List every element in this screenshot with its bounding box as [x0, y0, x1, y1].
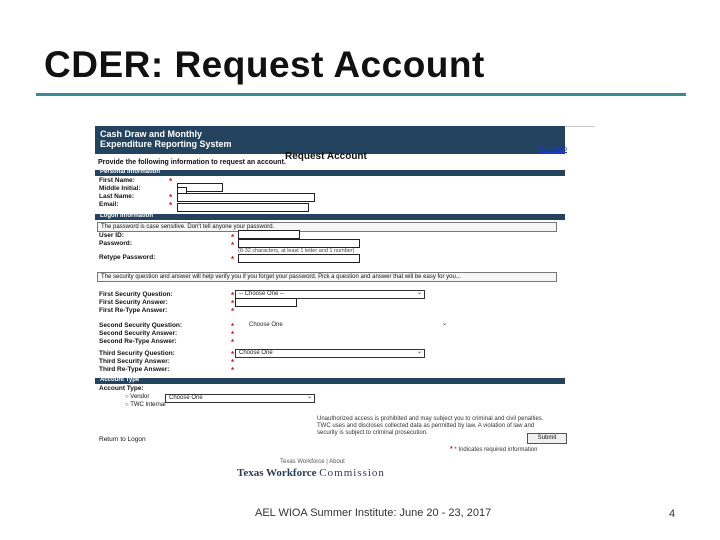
app-title-line1: Cash Draw and Monthly: [100, 129, 203, 139]
last-name-label: Last Name:: [99, 193, 135, 200]
submit-button[interactable]: Submit: [527, 433, 567, 444]
case-sensitive-note: The password is case sensitive. Don't tell anyone your password.: [97, 222, 557, 232]
radio-twc-internal[interactable]: ○ TWC Internal: [125, 402, 166, 408]
first-answer-label: First Security Answer:: [99, 299, 168, 306]
second-answer-label: Second Security Answer:: [99, 330, 178, 337]
third-question-value: Choose One: [239, 350, 273, 356]
email-input[interactable]: [177, 203, 309, 212]
password-hint: (8-32 characters, at least 1 letter and 1 number): [238, 248, 355, 254]
twc-logo: [237, 467, 385, 479]
chevron-down-icon: ⌄: [416, 349, 422, 355]
security-note: The security question and answer will help verify you if you forget your password. Pick a question and answer that will be easy for you...: [97, 272, 557, 282]
third-answer-label: Third Security Answer:: [99, 358, 170, 365]
slide-title: CDER: Request Account: [44, 44, 485, 85]
second-question-label: Second Security Question:: [99, 322, 183, 329]
footer-links: Texas Workforce | About: [280, 459, 345, 465]
retype-password-label: Retype Password:: [99, 254, 156, 261]
first-retype-label: First Re-Type Answer:: [99, 307, 168, 314]
required-marker: *: [231, 241, 235, 250]
page-number: 4: [669, 508, 676, 520]
email-label: Email:: [99, 201, 119, 208]
page-heading: Request Account: [285, 151, 367, 162]
last-name-input[interactable]: [177, 193, 315, 202]
logo-texas-text: Texas Workforce: [237, 467, 317, 479]
required-marker: *: [231, 307, 235, 316]
chevron-down-icon: ⌄: [416, 290, 422, 296]
required-marker: *: [169, 177, 173, 186]
slide-footer: AEL WIOA Summer Institute: June 20 - 23, 2017: [255, 507, 492, 519]
personal-section-label: Personal Information: [100, 169, 161, 175]
app-title-line2: Expenditure Reporting System: [100, 139, 232, 149]
radio-vendor-label: Vendor: [130, 394, 150, 400]
logon-section-bar: [95, 214, 565, 220]
middle-initial-label: Middle Initial:: [99, 185, 141, 192]
required-marker: *: [231, 299, 235, 308]
retype-password-input[interactable]: [238, 254, 360, 263]
second-question-value: Choose One: [249, 322, 283, 328]
first-answer-input[interactable]: [235, 298, 297, 307]
required-legend-text: * Indicates required information: [454, 447, 538, 453]
instructions: Provide the following information to request an account.: [98, 159, 286, 166]
third-retype-label: Third Re-Type Answer:: [99, 366, 170, 373]
radio-vendor[interactable]: ○ Vendor: [125, 394, 150, 400]
vendor-select[interactable]: [165, 394, 315, 403]
third-question-label: Third Security Question:: [99, 350, 175, 357]
third-question-select[interactable]: [235, 349, 425, 358]
first-name-label: First Name:: [99, 177, 135, 184]
required-marker: *: [169, 193, 173, 202]
user-id-label: User ID:: [99, 232, 124, 239]
required-marker: *: [231, 366, 235, 375]
required-marker: *: [231, 255, 235, 264]
first-question-label: First Security Question:: [99, 291, 173, 298]
app-title: [100, 129, 300, 149]
account-section-bar: [95, 378, 565, 384]
required-marker: *: [231, 350, 235, 359]
required-marker: *: [231, 322, 235, 331]
required-marker: *: [169, 201, 173, 210]
required-marker: *: [231, 338, 235, 347]
required-marker: *: [231, 291, 235, 300]
logo-commission-text: Commission: [319, 467, 385, 479]
vendor-select-value: Choose One: [169, 395, 203, 401]
second-retype-label: Second Re-Type Answer:: [99, 338, 177, 345]
title-rule: [36, 93, 686, 96]
account-section-label: Account Type: [100, 377, 140, 383]
required-legend: * * Indicates required information: [450, 446, 538, 453]
personal-section-bar: [95, 170, 565, 176]
password-label: Password:: [99, 240, 132, 247]
required-marker: *: [231, 233, 235, 242]
logon-section-label: Logon Information: [100, 213, 153, 219]
app-screenshot: [95, 126, 595, 482]
legal-warning: Unauthorized access is prohibited and may subject you to criminal and civil penalties. TWC uses and discloses collected data as permitted by law. A violation of law and security is subject to criminal prosecution.: [317, 416, 544, 436]
account-type-label: Account Type:: [99, 385, 144, 392]
site-help-link[interactable]: Site Help: [538, 146, 567, 153]
first-question-value: -- Choose One --: [239, 291, 285, 297]
app-header: [95, 126, 565, 154]
required-marker: *: [231, 358, 235, 367]
radio-internal-label: TWC Internal: [130, 402, 166, 408]
chevron-down-icon: ⌄: [441, 321, 447, 327]
return-to-logon-link[interactable]: Return to Logon: [99, 436, 146, 443]
required-marker: *: [231, 330, 235, 339]
chevron-down-icon: ⌄: [306, 394, 312, 400]
user-id-input[interactable]: [238, 230, 300, 239]
password-input[interactable]: [238, 239, 360, 248]
second-question-select[interactable]: [235, 321, 450, 330]
